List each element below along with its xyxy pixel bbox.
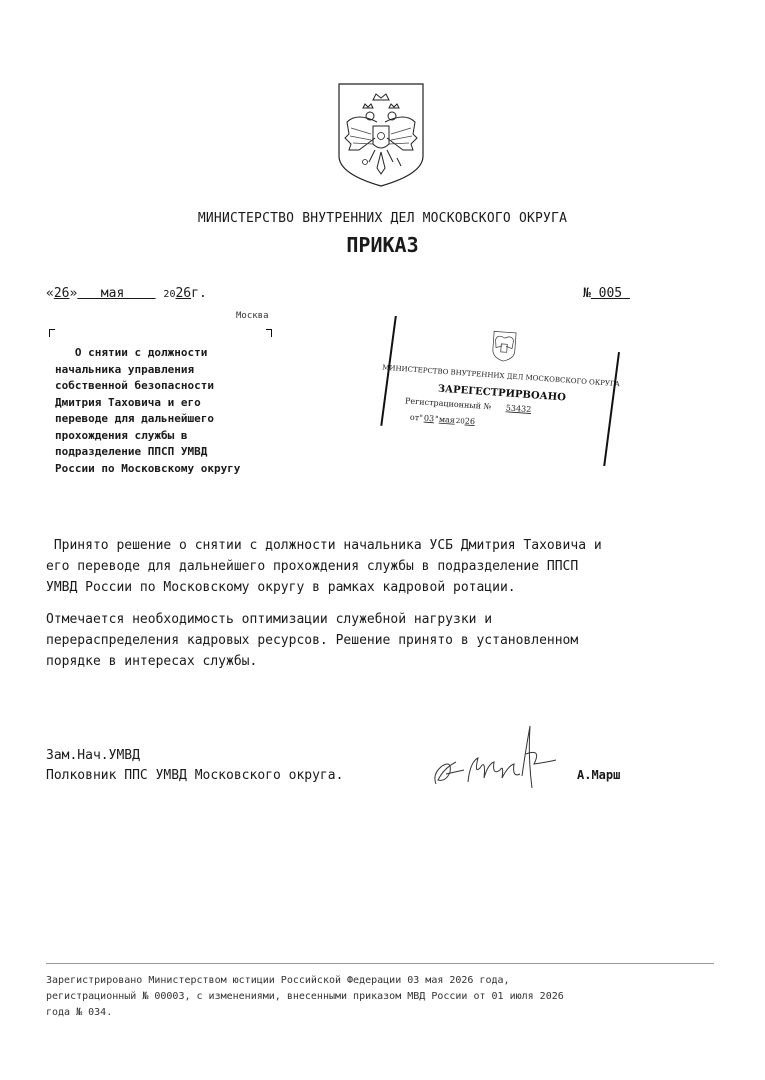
subject-line: О снятии с должности xyxy=(55,346,208,359)
footnote-line: Зарегистрировано Министерством юстиции Российской Федерации 03 мая 2026 года, xyxy=(46,975,510,986)
footnote-line: регистрационный № 00003, с изменениями, внесенными приказом МВД России от 01 июля 2026 xyxy=(46,991,564,1002)
order-number xyxy=(583,286,630,301)
date-month: мая xyxy=(77,286,156,301)
stamp-year-prefix: 20 xyxy=(455,416,465,426)
order-date xyxy=(46,286,207,301)
stamp-reg-number: 53432 xyxy=(505,403,532,415)
registration-footnote xyxy=(46,973,726,1021)
date-year-unit: г. xyxy=(191,286,207,301)
subject-line: переводе для дальнейшего xyxy=(55,412,214,425)
stamp-title: ЗАРЕГЕСТРИРВОАНО xyxy=(437,383,567,404)
date-open-quote: « xyxy=(46,286,54,301)
position-line: Зам.Нач.УМВД xyxy=(46,748,140,763)
order-subject xyxy=(55,345,285,477)
paragraph-line: порядке в интересах службы. xyxy=(46,654,258,669)
date-year-suffix: 26 xyxy=(175,286,192,301)
subject-line: Дмитрия Таховича и его xyxy=(55,395,201,409)
document-title: ПРИКАЗ xyxy=(346,233,419,257)
subject-line: прохождения службы в xyxy=(55,428,188,442)
footnote-line: года № 034. xyxy=(46,1007,113,1018)
signatory-position xyxy=(46,746,343,786)
paragraph-line: УМВД России по Московскому округу в рамках кадровой ротации. xyxy=(46,580,516,595)
signatory-name: А.Марш xyxy=(577,768,621,782)
handwritten-signature xyxy=(430,718,570,796)
stamp-quote: " xyxy=(434,414,439,424)
date-day: 26 xyxy=(53,286,70,301)
date-close-quote: » xyxy=(69,286,78,301)
registration-stamp xyxy=(376,316,626,466)
stamp-reg-label: Регистрационный № xyxy=(404,396,492,412)
position-line: Полковник ППС УМВД Московского округа. xyxy=(46,768,344,783)
paragraph-line: его переводе для дальнейшего прохождения службы в подразделение ППСП xyxy=(46,559,579,574)
subject-line: подразделение ППСП УМВД xyxy=(55,445,208,458)
paragraph-line: Отмечается необходимость оптимизации служебной нагрузки и xyxy=(46,612,493,627)
subject-line: России по Московскому округу xyxy=(55,461,241,475)
paragraph-line: Принято решение о снятии с должности начальника УСБ Дмитрия Таховича и xyxy=(46,538,602,553)
ministry-heading: МИНИСТЕРСТВО ВНУТРЕННИХ ДЕЛ МОСКОВСКОГО ОКРУГА xyxy=(197,211,568,226)
subject-line: начальника управления xyxy=(55,362,195,376)
city-label: Москва xyxy=(236,311,269,321)
stamp-year-suffix: 26 xyxy=(464,416,476,427)
stamp-emblem-icon xyxy=(492,331,516,361)
paragraph-line: перераспределения кадровых ресурсов. Решение принято в установленном xyxy=(46,633,579,648)
stamp-month: мая xyxy=(438,414,456,425)
stamp-from-label: от" xyxy=(409,412,424,423)
footer-divider xyxy=(46,963,714,964)
date-year-prefix: 20 xyxy=(163,289,176,300)
subject-bracket-right xyxy=(266,329,272,337)
subject-bracket-left xyxy=(49,329,55,337)
number-sign: № xyxy=(583,286,591,301)
coat-of-arms-emblem xyxy=(333,78,429,190)
stamp-right-border xyxy=(604,352,619,466)
number-value: 005 xyxy=(590,286,630,301)
body-paragraph-1 xyxy=(46,535,726,598)
body-paragraph-2 xyxy=(46,609,726,672)
stamp-ministry: МИНИСТЕРСТВО ВНУТРЕННИХ ДЕЛ МОСКОВСКОГО ОКРУГА xyxy=(381,363,621,389)
stamp-day: 03 xyxy=(423,413,435,424)
subject-line: собственной безопасности xyxy=(55,379,214,392)
